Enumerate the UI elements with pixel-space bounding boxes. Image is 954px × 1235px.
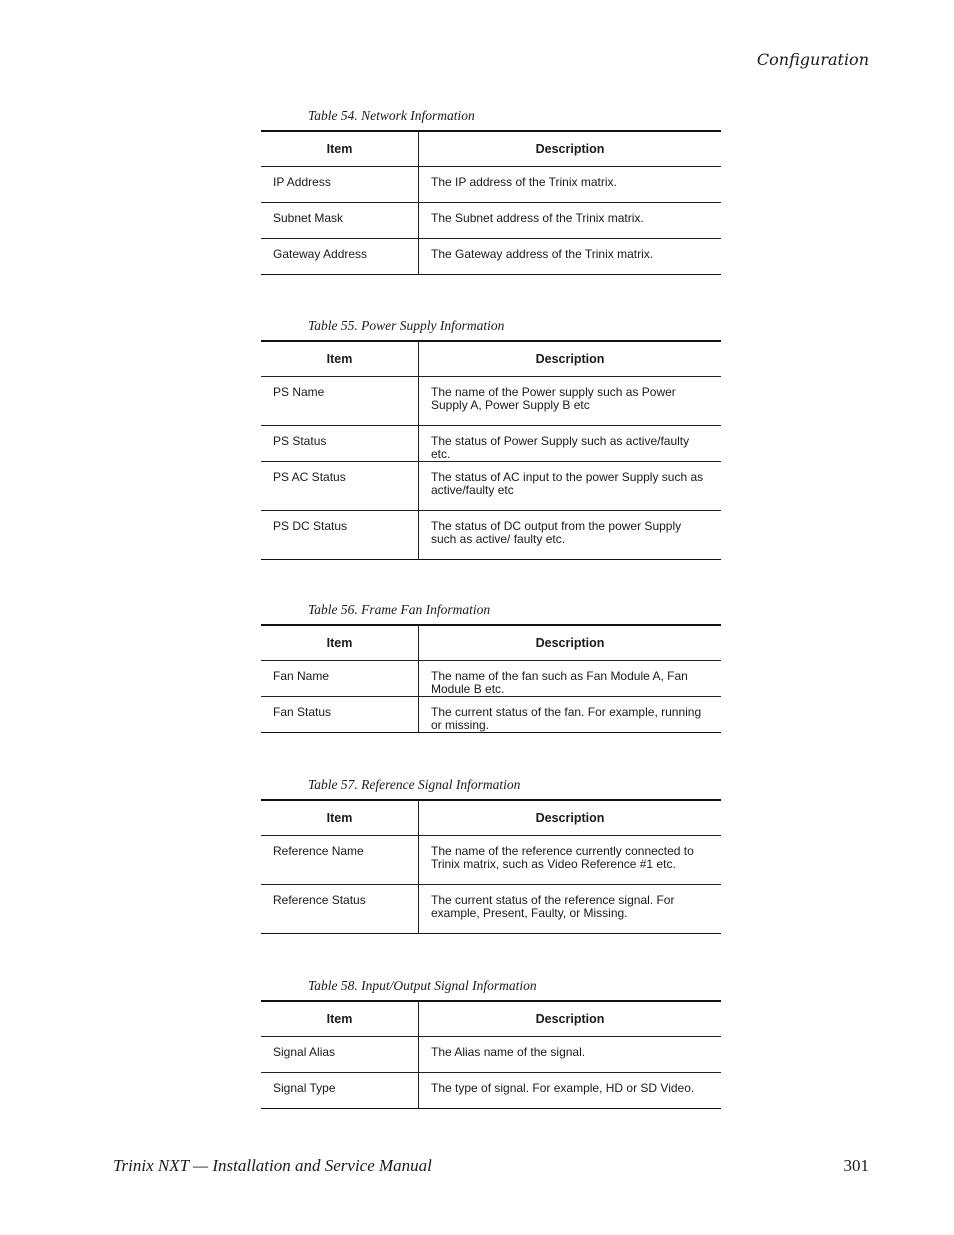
table-row [261,462,721,511]
column-header-description: Description [419,341,722,377]
item-cell: Reference Status [261,885,419,934]
table-row [261,167,721,203]
footer-manual-title: Trinix NXT — Installation and Service Manual [113,1156,432,1175]
network-information-table [261,130,721,275]
item-cell: Subnet Mask [261,203,419,239]
description-cell: The IP address of the Trinix matrix. [419,167,722,203]
column-header-item: Item [261,131,419,167]
description-cell: The status of DC output from the power Supply such as active/ faulty etc. [419,511,722,560]
description-cell: The name of the fan such as Fan Module A, Fan Module B etc. [419,661,722,697]
description-cell: The name of the reference currently connected to Trinix matrix, such as Video Reference #1 etc. [419,836,722,885]
column-header-description: Description [419,625,722,661]
table-row [261,661,721,697]
table-row [261,1037,721,1073]
item-cell: PS DC Status [261,511,419,560]
item-cell: PS AC Status [261,462,419,511]
table-header-row [261,341,721,377]
table-row [261,511,721,560]
item-cell: Fan Status [261,697,419,733]
table-header-row [261,800,721,836]
description-cell: The type of signal. For example, HD or SD Video. [419,1073,722,1109]
column-header-description: Description [419,131,722,167]
description-cell: The current status of the fan. For example, running or missing. [419,697,722,733]
power-supply-information-table [261,340,721,560]
table-row [261,426,721,462]
column-header-description: Description [419,1001,722,1037]
table-row [261,239,721,275]
table-row [261,697,721,733]
description-cell: The current status of the reference signal. For example, Present, Faulty, or Missing. [419,885,722,934]
description-cell: The Gateway address of the Trinix matrix. [419,239,722,275]
table-row [261,885,721,934]
description-cell: The name of the Power supply such as Power Supply A, Power Supply B etc [419,377,722,426]
item-cell: PS Status [261,426,419,462]
table-header-row [261,1001,721,1037]
column-header-item: Item [261,341,419,377]
description-cell: The status of Power Supply such as active/faulty etc. [419,426,722,462]
item-cell: Signal Alias [261,1037,419,1073]
table-header-row [261,131,721,167]
running-header: Configuration [756,50,869,69]
table-row [261,1073,721,1109]
input-output-signal-information-table [261,1000,721,1109]
item-cell: IP Address [261,167,419,203]
description-cell: The Alias name of the signal. [419,1037,722,1073]
page-number: 301 [843,1156,869,1175]
column-header-item: Item [261,625,419,661]
table-caption: Table 55. Power Supply Information [308,318,505,333]
description-cell: The Subnet address of the Trinix matrix. [419,203,722,239]
table-caption: Table 56. Frame Fan Information [308,602,491,617]
table-caption: Table 54. Network Information [308,108,475,123]
item-cell: Signal Type [261,1073,419,1109]
item-cell: Reference Name [261,836,419,885]
description-cell: The status of AC input to the power Supply such as active/faulty etc [419,462,722,511]
table-caption: Table 57. Reference Signal Information [308,777,521,792]
frame-fan-information-table [261,624,721,733]
table-caption: Table 58. Input/Output Signal Information [308,978,537,993]
table-header-row [261,625,721,661]
item-cell: PS Name [261,377,419,426]
column-header-description: Description [419,800,722,836]
reference-signal-information-table [261,799,721,934]
column-header-item: Item [261,1001,419,1037]
column-header-item: Item [261,800,419,836]
table-row [261,836,721,885]
item-cell: Gateway Address [261,239,419,275]
table-row [261,377,721,426]
table-row [261,203,721,239]
item-cell: Fan Name [261,661,419,697]
